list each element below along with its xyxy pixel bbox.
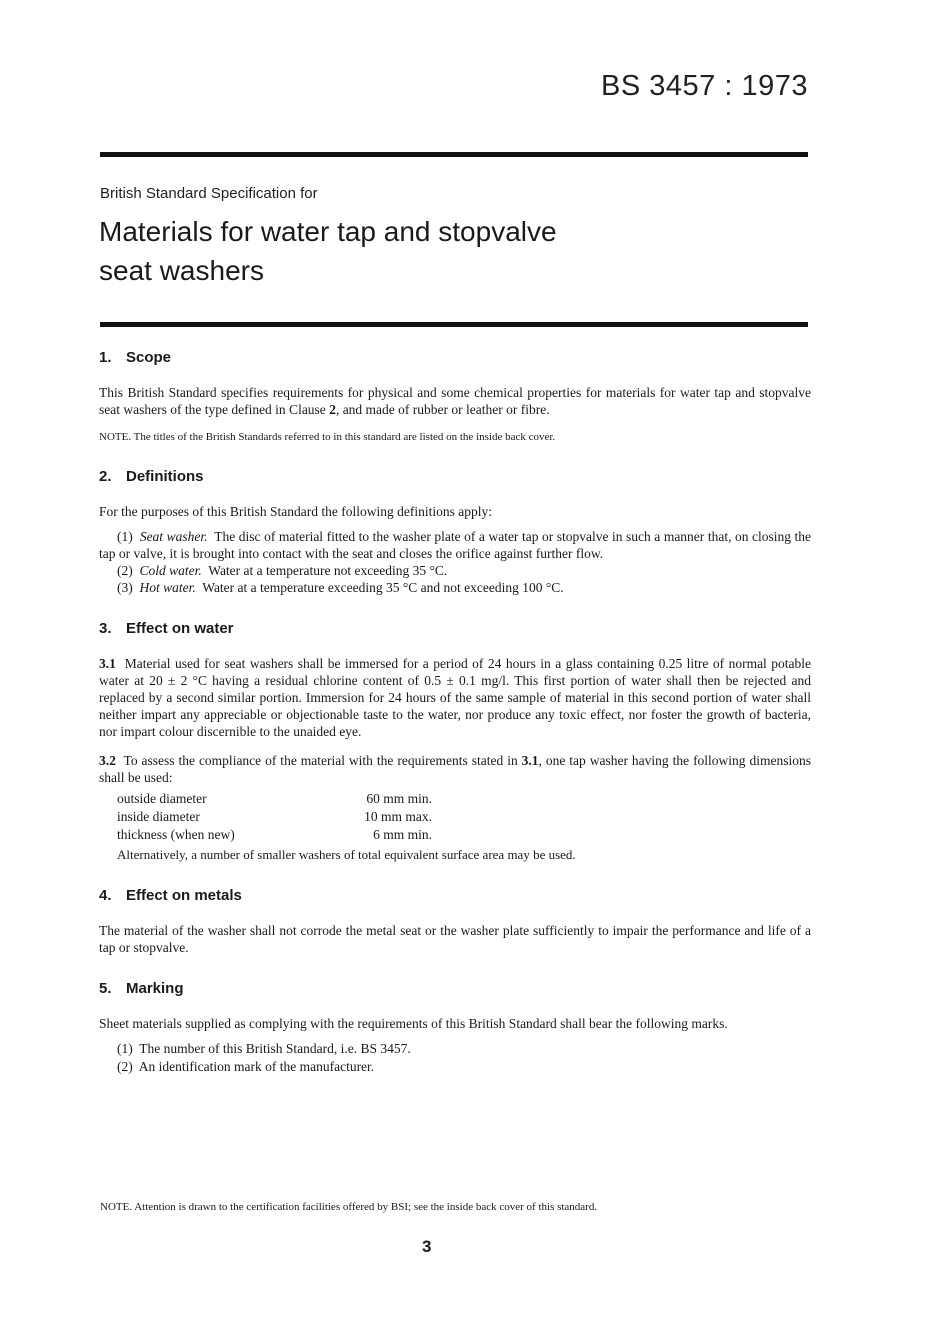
definition-item: (2) Cold water. Water at a temperature not exceeding 35 °C.: [117, 563, 448, 578]
dimension-row: inside diameter 10 mm max.: [117, 809, 432, 824]
middle-rule: [100, 322, 808, 327]
spec-prefix: British Standard Specification for: [100, 185, 318, 202]
document-body: [99, 349, 811, 1076]
top-rule: [100, 152, 808, 157]
scope-paragraph: This British Standard specifies requirements for physical and some chemical properties for materials for water tap and stopvalve seat washers of the type defined in Clause 2, and made of rubber or leather or fibre.: [99, 385, 811, 417]
section-effect-on-water: [99, 620, 811, 863]
marking-item: (2) An identification mark of the manufacturer.: [117, 1059, 375, 1074]
effect-on-metals-paragraph: The material of the washer shall not corrode the metal seat or the washer plate sufficiently to impair the performance and life of a tap or stopvalve.: [99, 923, 811, 955]
title-line-1: Materials for water tap and stopvalve: [99, 216, 557, 247]
clause-3-1: 3.1 Material used for seat washers shall be immersed for a period of 24 hours in a glass containing 0.25 litre of normal potable water at 20 ± 2 °C having a residual chlorine content of 0.5 ± 0.1 mg/l. This first portion of water shall then be rejected and replaced by a second similar portion. Immersion for 24 hours of the same sample of material in this second portion of water shall neither impart any appreciable or objectionable taste to the water, nor produce any toxic effect, nor foster the growth of bacteria, nor impart colour discernible to the unaided eye.: [99, 656, 812, 739]
definition-item: (3) Hot water. Water at a temperature exceeding 35 °C and not exceeding 100 °C.: [117, 580, 564, 595]
page-number: 3: [422, 1237, 432, 1256]
section-scope: [99, 349, 811, 444]
marking-intro: Sheet materials supplied as complying with the requirements of this British Standard shall bear the following marks.: [99, 1016, 728, 1031]
section-marking: [99, 980, 811, 1076]
section-heading-definitions: 2. Definitions: [99, 468, 204, 485]
clause-3-2: 3.2 To assess the compliance of the material with the requirements stated in 3.1, one tap washer having the following dimensions shall be used:: [99, 753, 812, 785]
alternative-statement: Alternatively, a number of smaller washers of total equivalent surface area may be used.: [117, 847, 576, 862]
section-definitions: [99, 468, 811, 596]
section-heading-effect-on-metals: 4. Effect on metals: [99, 887, 242, 904]
section-heading-scope: 1. Scope: [99, 349, 172, 366]
dimension-row: outside diameter 60 mm min.: [117, 791, 432, 806]
dimension-row: thickness (when new) 6 mm min.: [117, 827, 432, 842]
marking-item: (1) The number of this British Standard, i.e. BS 3457.: [117, 1041, 411, 1056]
section-heading-marking: 5. Marking: [99, 980, 184, 997]
marking-list: [99, 1040, 811, 1076]
definitions-list: [99, 528, 811, 596]
scope-note: NOTE. The titles of the British Standards referred to in this standard are listed on the inside back cover.: [99, 431, 556, 443]
definition-item: (1) Seat washer. The disc of material fitted to the washer plate of a water tap or stopvalve in such a manner that, on closing the tap or valve, it is brought into contact with the seat and closes the orifice against further flow.: [99, 529, 812, 561]
certification-note: NOTE. Attention is drawn to the certification facilities offered by BSI; see the inside back cover of this standard.: [100, 1201, 598, 1213]
document-title: [99, 212, 699, 290]
section-heading-effect-on-water: 3. Effect on water: [99, 620, 234, 637]
dimensions-table: [117, 790, 811, 844]
standard-code: BS 3457 : 1973: [601, 70, 808, 102]
section-effect-on-metals: [99, 887, 811, 956]
title-line-2: seat washers: [99, 255, 264, 286]
definitions-intro: For the purposes of this British Standard the following definitions apply:: [99, 504, 492, 519]
